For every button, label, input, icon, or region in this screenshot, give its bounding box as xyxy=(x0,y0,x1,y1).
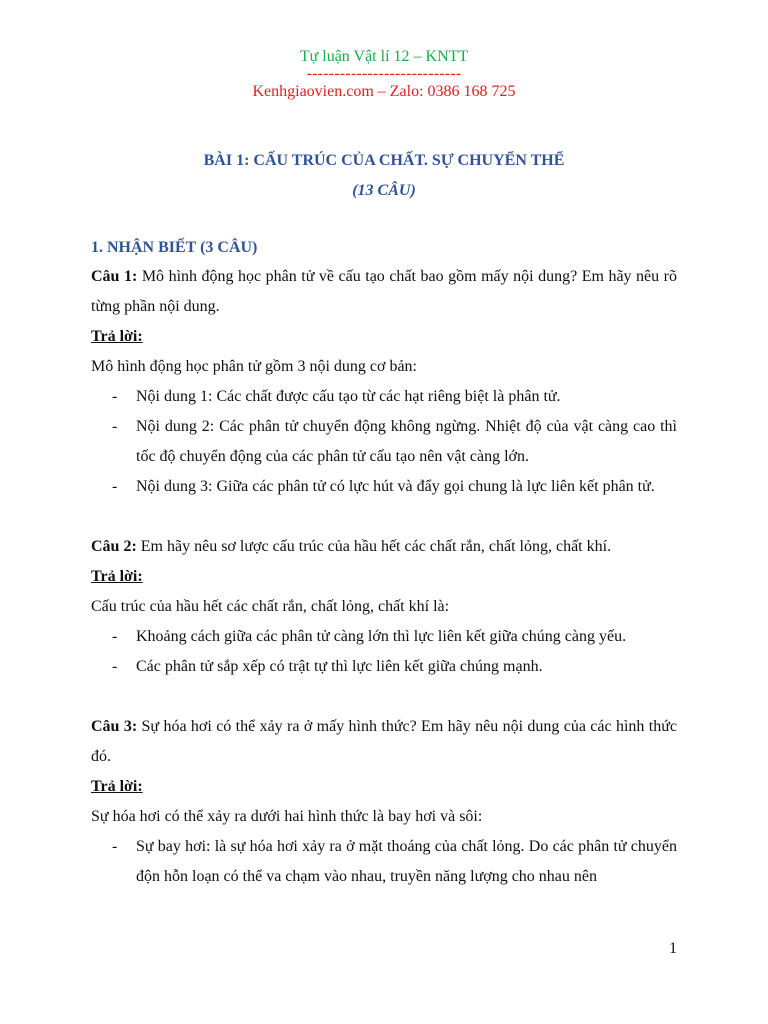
answer-label: Trả lời: xyxy=(91,328,143,345)
list-item: - Nội dung 3: Giữa các phân tử có lực hút và đẩy gọi chung là lực liên kết phân tử. xyxy=(91,472,677,502)
bullet-dash: - xyxy=(112,478,118,495)
list-item: - Sự bay hơi: là sự hóa hơi xảy ra ở mặt thoáng của chất lỏng. Do các phân tử chuyển độn hỗn loạn có thể va chạm vào nhau, truyền năng lượng cho nhau nên xyxy=(91,832,677,892)
spacer xyxy=(91,502,677,532)
document-body xyxy=(91,234,677,892)
header-divider: ---------------------------- xyxy=(306,65,462,82)
question-text: Em hãy nêu sơ lược cấu trúc của hầu hết các chất rắn, chất lỏng, chất khí. xyxy=(136,538,612,555)
bullet-dash: - xyxy=(112,388,118,405)
question-label: Câu 2: xyxy=(91,538,137,555)
bullet-dash: - xyxy=(112,658,118,675)
lesson-count: (13 CÂU) xyxy=(352,182,416,199)
page-header xyxy=(0,46,768,102)
lesson-heading xyxy=(0,146,768,206)
question-1 xyxy=(91,262,677,322)
page-number: 1 xyxy=(669,940,677,957)
question-text: Mô hình động học phân tử về cấu tạo chất bao gồm mấy nội dung? Em hãy nêu rõ từng phần nội dung. xyxy=(91,268,678,315)
bullet-dash: - xyxy=(112,418,118,435)
list-item: - Các phân tử sắp xếp có trật tự thì lực liên kết giữa chúng mạnh. xyxy=(91,652,677,682)
list-item: - Khoảng cách giữa các phân tử càng lớn thì lực liên kết giữa chúng càng yếu. xyxy=(91,622,677,652)
answer-list xyxy=(91,622,677,682)
answer-intro: Sự hóa hơi có thể xảy ra dưới hai hình thức là bay hơi và sôi: xyxy=(91,808,483,825)
question-2 xyxy=(91,532,677,562)
bullet-dash: - xyxy=(112,838,118,855)
question-text: Sự hóa hơi có thể xảy ra ở mấy hình thức? Em hãy nêu nội dung của các hình thức đó. xyxy=(91,718,678,765)
question-3 xyxy=(91,712,677,772)
answer-label: Trả lời: xyxy=(91,568,143,585)
list-item: - Nội dung 1: Các chất được cấu tạo từ các hạt riêng biệt là phân tử. xyxy=(91,382,677,412)
answer-list xyxy=(91,832,677,892)
lesson-title: BÀI 1: CẤU TRÚC CỦA CHẤT. SỰ CHUYỂN THỂ xyxy=(203,152,565,169)
header-title: Tự luận Vật lí 12 – KNTT xyxy=(299,48,469,65)
answer-label: Trả lời: xyxy=(91,778,143,795)
answer-intro: Mô hình động học phân tử gồm 3 nội dung cơ bản: xyxy=(91,358,417,375)
answer-list xyxy=(91,382,677,502)
answer-intro: Cấu trúc của hầu hết các chất rắn, chất lỏng, chất khí là: xyxy=(91,598,450,615)
header-site: Kenhgiaovien.com – Zalo: 0386 168 725 xyxy=(252,83,516,100)
question-label: Câu 1: xyxy=(91,268,138,285)
spacer xyxy=(91,682,677,712)
question-label: Câu 3: xyxy=(91,718,138,735)
list-item: - Nội dung 2: Các phân tử chuyển động không ngừng. Nhiệt độ của vật càng cao thì tốc độ chuyển động của các phân tử cấu tạo nên vật càng lớn. xyxy=(91,412,677,472)
bullet-dash: - xyxy=(112,628,118,645)
section-title: 1. NHẬN BIẾT (3 CÂU) xyxy=(91,239,258,256)
